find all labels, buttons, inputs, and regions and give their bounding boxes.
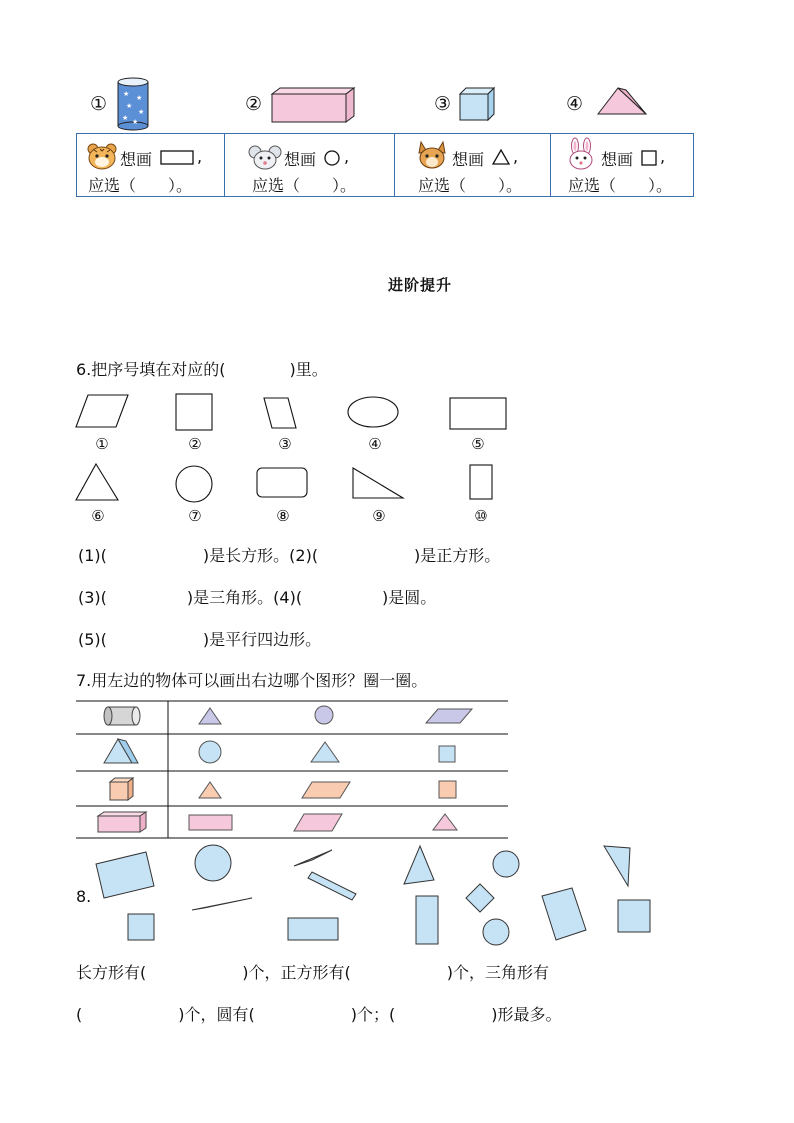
q8-square-small xyxy=(128,914,154,940)
q6-answer-line-2: (3)( )是三角形。(4)( )是圆。 xyxy=(78,588,437,607)
q6-answer-line-3: (5)( )是平行四边形。 xyxy=(78,630,322,649)
comma: , xyxy=(344,147,350,166)
shape-4-oval xyxy=(346,395,402,431)
svg-text:★: ★ xyxy=(132,118,139,126)
shape-2-square xyxy=(174,392,216,432)
square-shape-icon xyxy=(641,150,659,168)
q8-rectangle-flat xyxy=(288,918,338,940)
shape-label-7: ⑦ xyxy=(188,507,202,525)
shape-8-rounded-rectangle xyxy=(255,466,311,502)
shape-label-2: ② xyxy=(188,435,202,453)
q8-circle-2 xyxy=(493,851,519,877)
cell-1-line1: 想画 xyxy=(120,150,153,169)
cell-4-line1: 想画 xyxy=(601,150,634,169)
shape-1-parallelogram xyxy=(74,393,134,433)
shape-label-4: ④ xyxy=(368,435,382,453)
q8-square-large xyxy=(618,900,650,932)
option-triangle-purple[interactable] xyxy=(198,706,226,728)
option-label-2: ② xyxy=(245,93,263,115)
cube-object-icon xyxy=(108,776,138,804)
option-label-1: ① xyxy=(90,93,108,115)
comma: , xyxy=(513,147,519,166)
svg-text:★: ★ xyxy=(122,114,129,122)
cell-3-line2: 应选（ ）。 xyxy=(418,176,523,195)
q8-triangle-tall xyxy=(404,846,434,884)
q8-rectangle-vertical xyxy=(416,896,438,944)
option-parallelogram-orange[interactable] xyxy=(302,781,354,801)
option-parallelogram-pink[interactable] xyxy=(294,813,346,835)
option-circle-purple[interactable] xyxy=(314,705,338,727)
q8-square-diamond xyxy=(466,884,494,912)
option-square-blue[interactable] xyxy=(438,745,460,765)
shape-label-8: ⑧ xyxy=(276,507,290,525)
circle-shape-icon xyxy=(324,150,342,168)
option-triangle-blue[interactable] xyxy=(310,740,342,766)
option-rectangle-pink[interactable] xyxy=(188,814,236,834)
q8-rectangle-tilted-1 xyxy=(96,852,154,898)
mouse-face-icon xyxy=(248,143,282,171)
comma: , xyxy=(660,147,666,166)
cuboid-object-icon xyxy=(96,810,150,836)
q8-number: 8. xyxy=(76,887,92,906)
triangle-shape-icon xyxy=(492,149,512,167)
cell-2-line2: 应选（ ）。 xyxy=(252,176,357,195)
cell-2-line1: 想画 xyxy=(284,150,317,169)
q8-triangle-small xyxy=(294,850,332,866)
svg-text:★: ★ xyxy=(136,94,143,102)
svg-text:★: ★ xyxy=(138,108,145,116)
shape-3-parallelogram xyxy=(262,396,302,432)
squirrel-face-icon xyxy=(416,140,448,170)
svg-text:★: ★ xyxy=(126,102,133,110)
shape-label-6: ⑥ xyxy=(91,507,105,525)
shape-10-tall-rectangle xyxy=(468,463,496,503)
rabbit-face-icon xyxy=(566,138,596,170)
rectangle-shape-icon xyxy=(160,150,196,166)
cylinder-object-icon xyxy=(102,704,144,730)
comma: , xyxy=(197,147,203,166)
shape-5-rectangle xyxy=(448,396,510,432)
shape-label-5: ⑤ xyxy=(471,435,485,453)
shape-6-triangle xyxy=(74,462,124,504)
option-square-orange[interactable] xyxy=(438,780,460,802)
q8-triangle-thin xyxy=(192,898,252,910)
q8-circle-1 xyxy=(195,845,231,881)
triangular-prism-object-icon xyxy=(102,737,142,767)
shape-label-10: ⑩ xyxy=(474,507,488,525)
shape-label-1: ① xyxy=(95,435,109,453)
shape-9-right-triangle xyxy=(351,466,407,502)
q6-stem: 6.把序号填在对应的( )里。 xyxy=(76,360,328,379)
option-triangle-pink[interactable] xyxy=(432,812,462,834)
q7-stem: 7.用左边的物体可以画出右边哪个图形？圈一圈。 xyxy=(76,671,428,690)
option-label-4: ④ xyxy=(566,93,584,115)
q8-answer-line-2: ( )个，圆有( )个；( )形最多。 xyxy=(76,1005,562,1024)
q8-triangle-right xyxy=(604,846,630,886)
q8-rectangle-thin-tilted xyxy=(308,872,356,900)
shape-label-9: ⑨ xyxy=(372,507,386,525)
q8-rectangle-tilted-2 xyxy=(542,888,586,940)
cell-4-line2: 应选（ ）。 xyxy=(568,176,673,195)
cuboid-box-icon xyxy=(270,86,360,126)
q8-circle-3 xyxy=(483,919,509,945)
tiger-face-icon xyxy=(86,143,118,171)
option-parallelogram-purple[interactable] xyxy=(426,707,476,727)
patterned-can-icon xyxy=(114,76,154,132)
q8-answer-line-1: 长方形有( )个，正方形有( )个，三角形有 xyxy=(76,963,549,982)
svg-text:★: ★ xyxy=(123,90,130,98)
cube-icon xyxy=(458,86,498,122)
cell-3-line1: 想画 xyxy=(452,150,485,169)
option-label-3: ③ xyxy=(434,93,452,115)
shape-7-circle xyxy=(174,464,218,506)
shape-label-3: ③ xyxy=(278,435,292,453)
section-title: 进阶提升 xyxy=(388,276,453,294)
q8-shapes-figure xyxy=(90,842,690,954)
q6-answer-line-1: (1)( )是长方形。(2)( )是正方形。 xyxy=(78,546,501,565)
option-triangle-orange[interactable] xyxy=(198,780,226,802)
cell-1-line2: 应选（ ）。 xyxy=(88,176,193,195)
option-circle-blue[interactable] xyxy=(198,740,226,766)
triangular-prism-icon xyxy=(596,86,650,120)
